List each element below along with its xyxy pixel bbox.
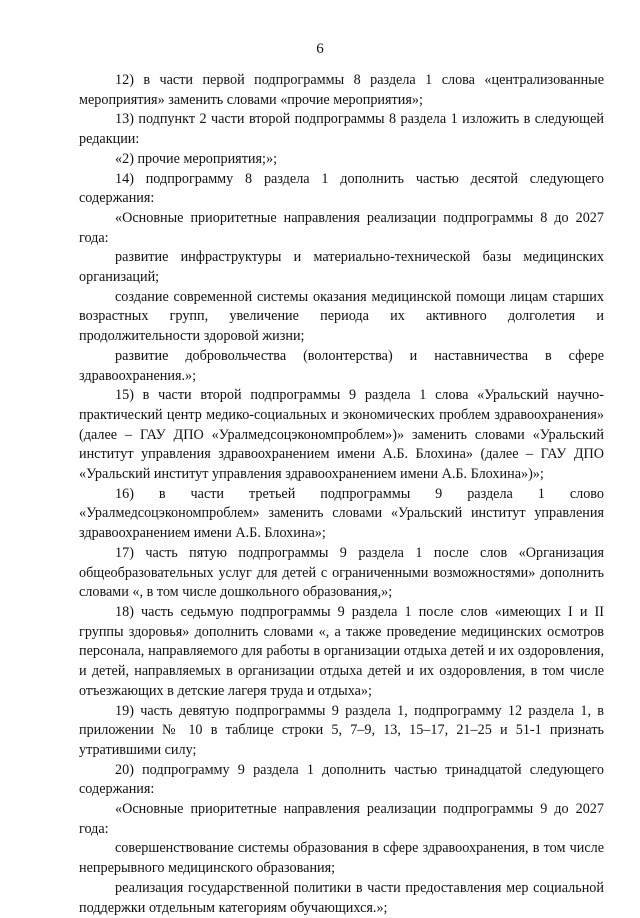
page-number: 6 xyxy=(316,41,324,57)
paragraph-20-item-1: совершенствование системы образования в сфере здравоохранения, в том числе непрерывного медицинского образования; xyxy=(79,840,604,877)
paragraph-13-text: «2) прочие мероприятия;»; xyxy=(115,150,278,167)
paragraph-20-item-2: реализация государственной политики в части предоставления мер социальной поддержки отдельным категориям обучающихся.»; xyxy=(79,879,604,916)
paragraph-16: 16) в части третьей подпрограммы 9 раздела 1 слово «Уралмедсоцэкономпроблем» заменить словами «Уральский институт управления здравоохранением имени А.Б. Блохина»; xyxy=(79,485,604,542)
document-body xyxy=(79,71,604,918)
paragraph-17: 17) часть пятую подпрограммы 9 раздела 1 после слов «Организация общеобразовательных услуг для детей с ограниченными возможностями» дополнить словами «, в том числе дошкольного образования,»; xyxy=(79,544,604,601)
paragraph-19: 19) часть девятую подпрограммы 9 раздела 1, подпрограмму 12 раздела 1, в приложении № 10 в таблице строки 5, 7–9, 13, 15–17, 21–25 и 51-1 признать утратившими силу; xyxy=(79,702,604,758)
paragraph-14-item-2: создание современной системы оказания медицинской помощи лицам старших возрастных групп, увеличение периода их активного долголетия и продолжительности здоровой жизни; xyxy=(79,288,604,345)
paragraph-20: 20) подпрограмму 9 раздела 1 дополнить частью тринадцатой следующего содержания: xyxy=(79,761,604,798)
paragraph-13: 13) подпункт 2 части второй подпрограммы 8 раздела 1 изложить в следующей редакции: xyxy=(79,111,604,148)
paragraph-14: 14) подпрограмму 8 раздела 1 дополнить частью десятой следующего содержания: xyxy=(79,170,604,207)
paragraph-18: 18) часть седьмую подпрограммы 9 раздела 1 после слов «имеющих I и II группы здоровья» дополнить словами «, а также проведение медицинских осмотров персонала, направляемого для работы в организации отдыха детей и их оздоровления, и детей, направляемых в организации отдыха детей и их оздоровления, в том числе отъезжающих в детские лагеря труда и отдыха»; xyxy=(79,603,604,699)
paragraph-14-item-1: развитие инфраструктуры и материально-технической базы медицинских организаций; xyxy=(79,249,604,286)
paragraph-15: 15) в части второй подпрограммы 9 раздела 1 слова «Уральский научно-практический центр медико-социальных и экономических проблем здравоохранения» (далее – ГАУ ДПО «Уралмедсоцэкономпроблем»)» заменить словами «Уральский институт управления здравоохранением имени А.Б. Блохина» (далее – ГАУ ДПО «Уральский институт управления здравоохранением имени А.Б. Блохина»)»; xyxy=(79,387,604,483)
paragraph-14-intro: «Основные приоритетные направления реализации подпрограммы 8 до 2027 года: xyxy=(79,209,604,246)
paragraph-20-intro: «Основные приоритетные направления реализации подпрограммы 9 до 2027 года: xyxy=(79,801,604,837)
paragraph-12: 12) в части первой подпрограммы 8 раздела 1 слова «централизованные мероприятия» заменить словами «прочие мероприятия»; xyxy=(79,72,604,108)
paragraph-14-item-3: развитие добровольчества (волонтерства) и наставничества в сфере здравоохранения.»; xyxy=(79,347,604,384)
